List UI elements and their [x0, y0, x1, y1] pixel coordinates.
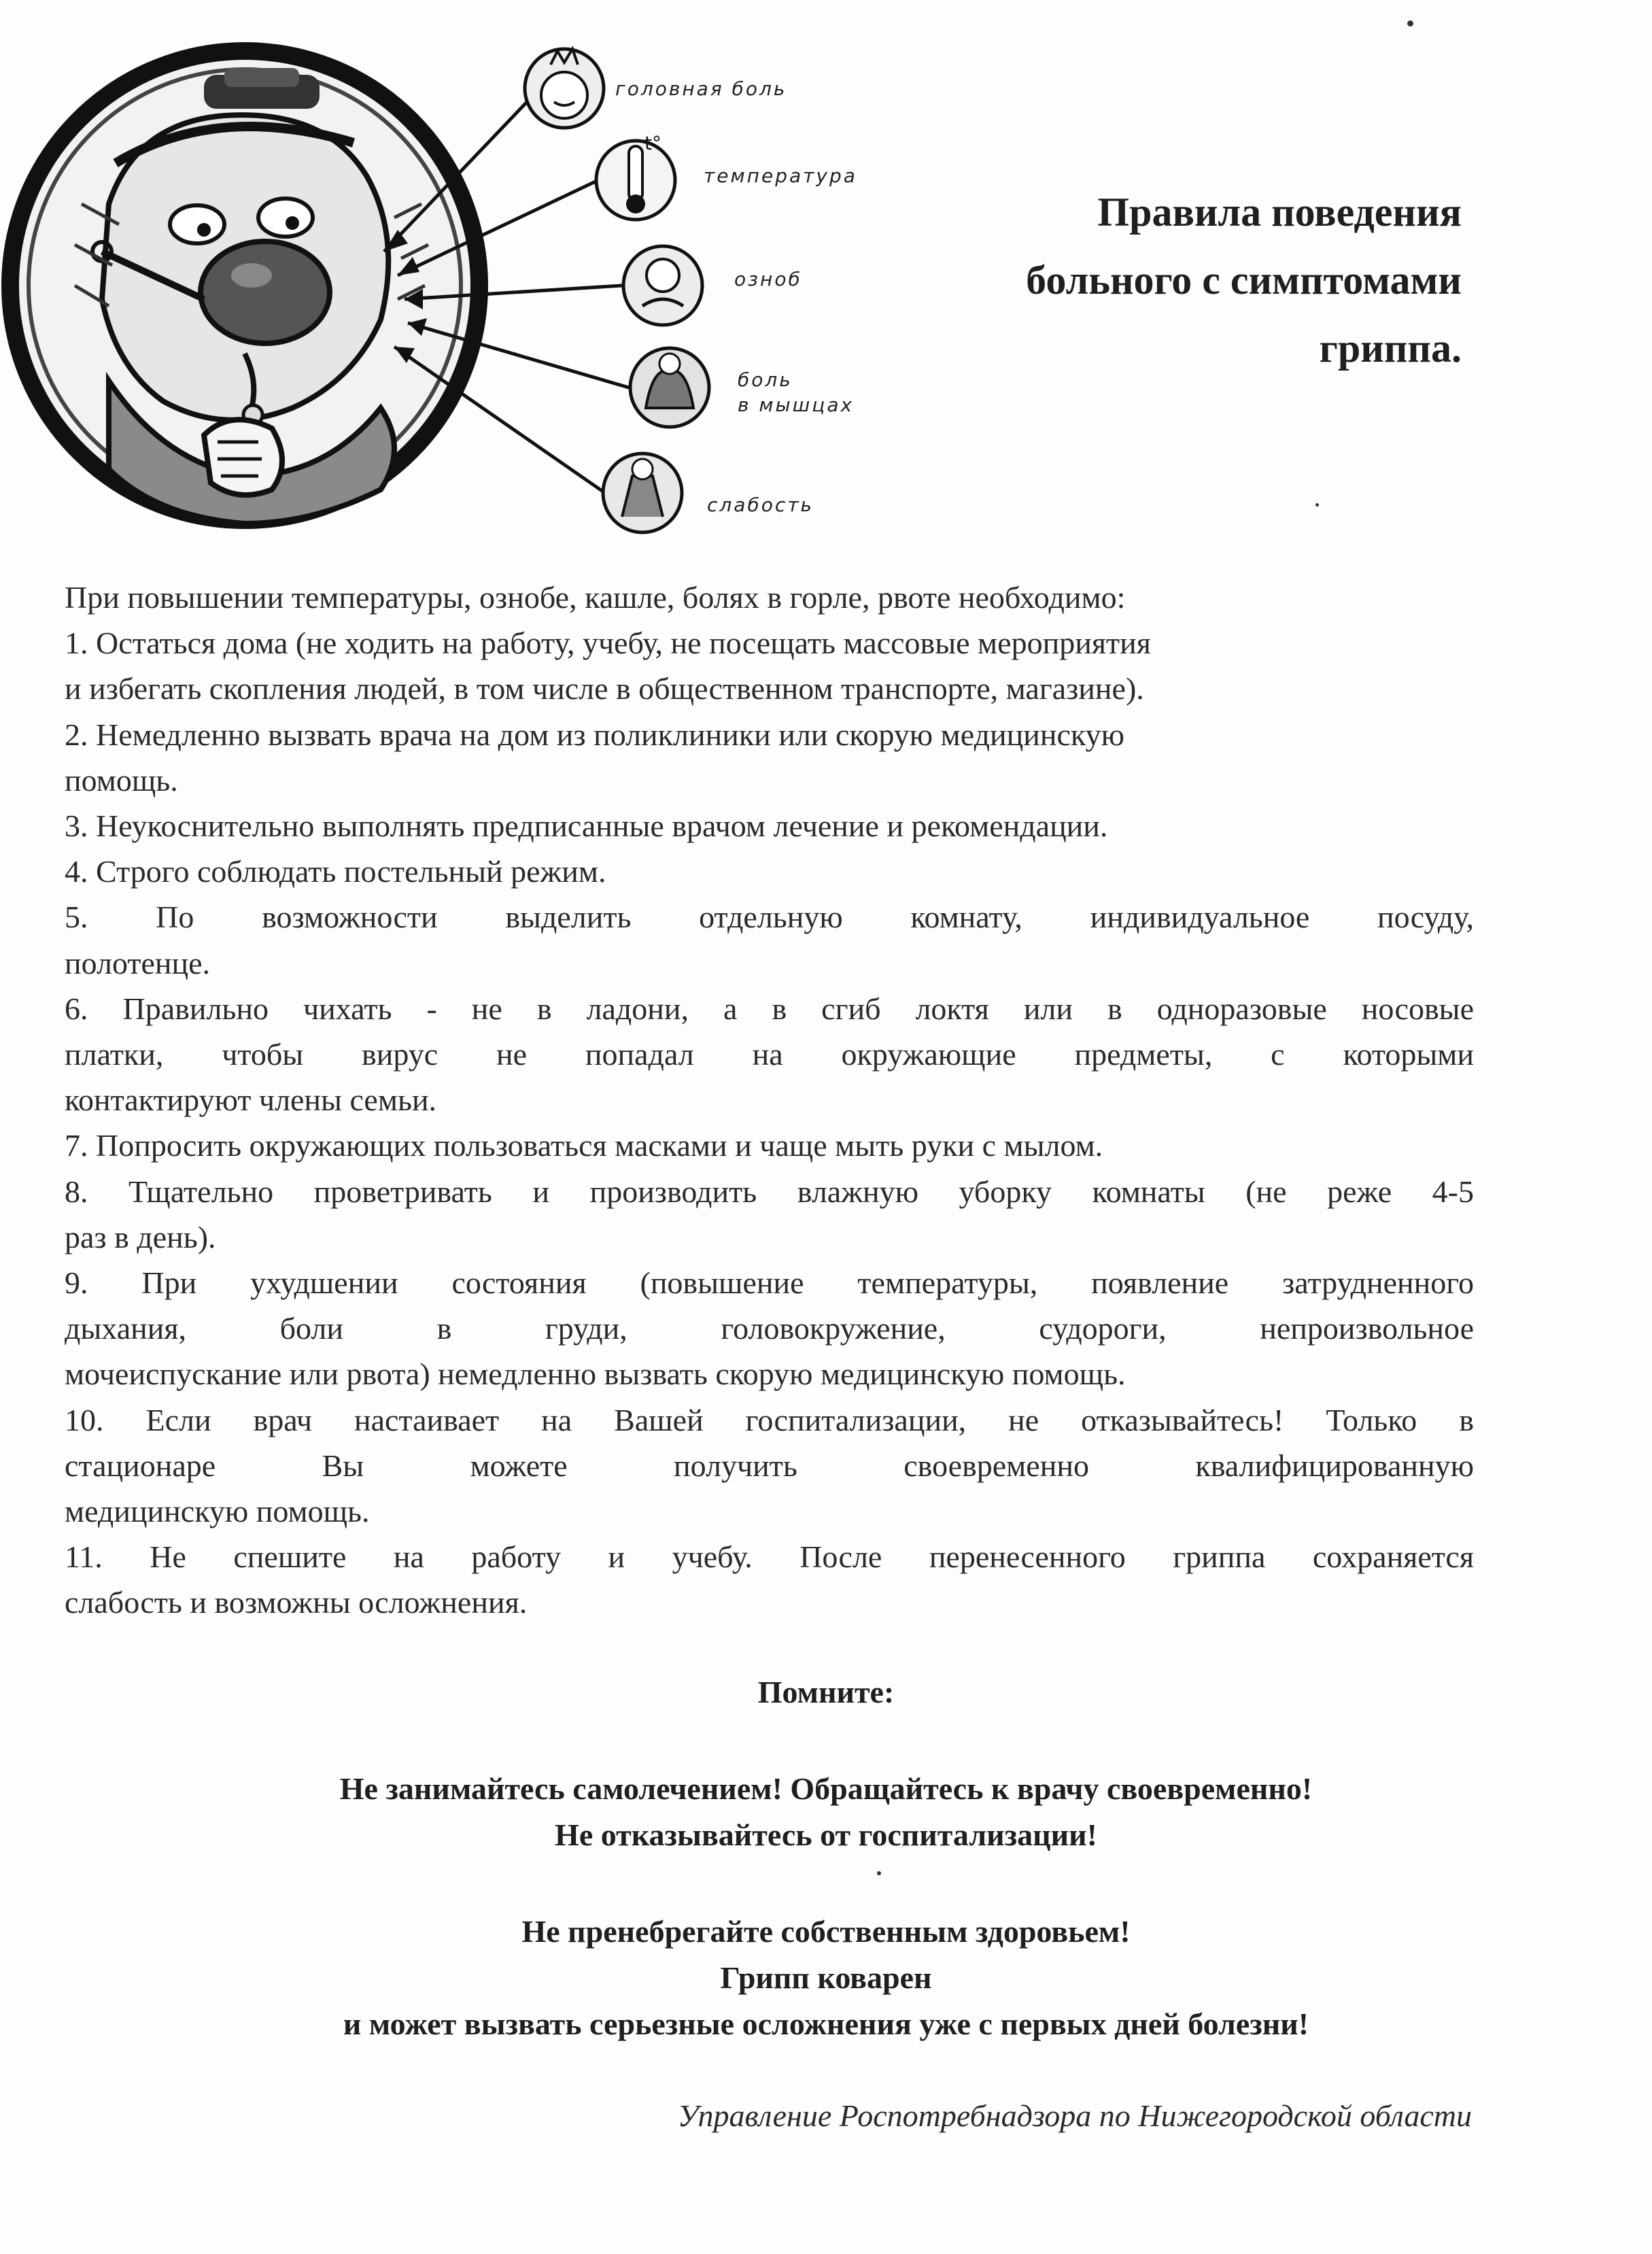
appeal-block: [0, 1766, 1652, 1858]
remember-heading: Помните:: [757, 1675, 895, 1709]
appeal-line: Не отказывайтесь от госпитализации!: [555, 1817, 1097, 1852]
muscle-pain-icon: [630, 348, 709, 427]
appeal-block: [0, 1909, 1652, 2047]
rule-line: помощь.: [65, 762, 178, 798]
rule-line: 8. Тщательно проветривать и производить влажную уборку комнаты (не реже 4-5: [65, 1174, 1474, 1209]
sick-man-icon: [10, 51, 479, 524]
rule-line: мочеиспускание или рвота) немедленно вызвать скорую медицинскую помощь.: [65, 1356, 1126, 1392]
scan-speck: [1407, 20, 1413, 27]
scan-speck: [877, 1871, 881, 1875]
rule-line: стационаре Вы можете получить своевременно квалифицированную: [65, 1448, 1474, 1483]
rule-line: 7. Попросить окружающих пользоваться масками и чаще мыть руки с мылом.: [65, 1128, 1103, 1163]
rule-line: медицинскую помощь.: [65, 1494, 370, 1529]
symptom-label-temperature: температура: [704, 165, 857, 187]
rule-line: 3. Неукоснительно выполнять предписанные врачом лечение и рекомендации.: [65, 808, 1108, 844]
symptom-label-muscle-pain: боль: [738, 369, 793, 391]
rules-text: [65, 575, 1474, 1626]
rule-line: дыхания, боли в груди, головокружение, судороги, непроизвольное: [65, 1311, 1474, 1346]
title-line: больного с симптомами: [1026, 258, 1462, 303]
rule-line: контактируют члены семьи.: [65, 1082, 437, 1118]
title-line: Правила поведения: [1097, 190, 1462, 235]
appeal-line: Не пренебрегайте собственным здоровьем!: [521, 1914, 1131, 1949]
flu-symptoms-illustration: [0, 0, 911, 564]
symptom-label-weakness: слабость: [707, 494, 814, 516]
signature: Управление Роспотребнадзора по Нижегородской области: [677, 2098, 1472, 2133]
symptom-label-headache: головная боль: [615, 78, 787, 100]
symptom-label-chills: озноб: [734, 268, 802, 290]
scan-speck: [1315, 503, 1319, 507]
appeal-line: Не занимайтесь самолечением! Обращайтесь к врачу своевременно!: [339, 1771, 1313, 1806]
rule-line: 6. Правильно чихать - не в ладони, а в сгиб локтя или в одноразовые носовые: [65, 991, 1474, 1026]
appeal-line: и может вызвать серьезные осложнения уже с первых дней болезни!: [343, 2007, 1309, 2041]
rule-line: раз в день).: [65, 1219, 216, 1254]
rule-line: 10. Если врач настаивает на Вашей госпитализации, не отказывайтесь! Только в: [65, 1402, 1474, 1437]
rule-line: 9. При ухудшении состояния (повышение температуры, появление затрудненного: [65, 1265, 1474, 1301]
rule-line: 2. Немедленно вызвать врача на дом из поликлиники или скорую медицинскую: [65, 717, 1124, 752]
rule-line: полотенце.: [65, 945, 211, 980]
rule-line: 11. Не спешите на работу и учебу. После перенесенного гриппа сохраняется: [65, 1539, 1474, 1575]
rule-line: 5. По возможности выделить отдельную комнату, индивидуальное посуду,: [65, 900, 1474, 935]
rules-intro: При повышении температуры, ознобе, кашле, болях в горле, рвоте необходимо:: [65, 580, 1126, 615]
rule-line: слабость и возможны осложнения.: [65, 1585, 528, 1620]
appeal-line: Грипп коварен: [720, 1960, 932, 1995]
page-title: [850, 178, 1462, 382]
thermometer-icon: [596, 132, 675, 220]
rule-line: 1. Остаться дома (не ходить на работу, учебу, не посещать массовые мероприятия: [65, 626, 1151, 661]
rule-line: 4. Строго соблюдать постельный режим.: [65, 854, 606, 889]
chills-icon: [623, 246, 702, 325]
title-line: гриппа.: [1319, 326, 1462, 371]
headache-icon: [525, 49, 604, 128]
svg-text:t°: t°: [644, 132, 661, 154]
rule-line: платки, чтобы вирус не попадал на окружающие предметы, с которыми: [65, 1037, 1474, 1072]
rule-line: и избегать скопления людей, в том числе в общественном транспорте, магазине).: [65, 671, 1144, 706]
weakness-icon: [603, 454, 682, 532]
symptom-label-muscle-pain-2: в мышцах: [738, 394, 855, 416]
